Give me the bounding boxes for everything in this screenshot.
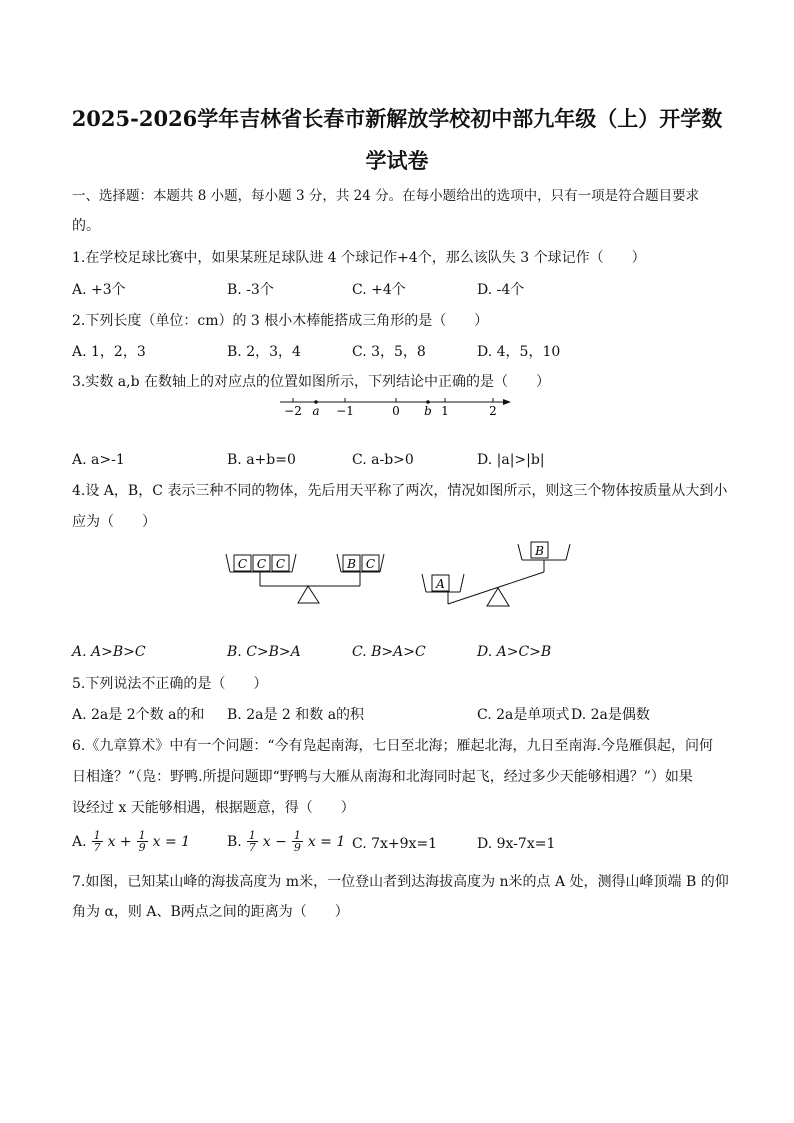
- left-pan-item-1: C: [237, 557, 248, 571]
- balance-scale-tilted: [418, 538, 578, 612]
- low-pan-item: A: [436, 577, 445, 591]
- fraction-1-9: [292, 830, 303, 853]
- q3-option-c: C. a-b>0: [352, 452, 414, 468]
- fraction-denominator: 9: [138, 841, 146, 854]
- q6-option-a: [72, 830, 190, 853]
- q2-option-b: B. 2，3，4: [227, 344, 301, 360]
- fraction-numerator: 1: [248, 829, 256, 842]
- q4-stem-line1: 4.设 A，B，C 表示三种不同的物体，先后用天平称了两次，情况如图所示，则这三个物体按质量从大到小: [72, 483, 728, 499]
- q6-option-b-end: x = 1: [307, 833, 346, 850]
- q1-stem: 1.在学校足球比赛中，如果某班足球队进 4 个球记作+4个，那么该队失 3 个球记作（ ）: [72, 250, 646, 266]
- high-pan-item: B: [535, 544, 544, 558]
- fraction-numerator: 1: [93, 829, 101, 842]
- fraction-1-7: [247, 830, 258, 853]
- q2-stem: 2.下列长度（单位：cm）的 3 根小木棒能搭成三角形的是（ ）: [72, 313, 489, 329]
- q4-option-c: C. B>A>C: [352, 644, 426, 660]
- q6-option-b-mid: x −: [262, 833, 287, 850]
- tick-label-neg1: −1: [336, 404, 354, 418]
- tick-label-2: 2: [489, 404, 497, 418]
- q6-option-a-mid: x +: [107, 833, 132, 850]
- fraction-denominator: 7: [248, 841, 256, 854]
- point-label-a: a: [312, 404, 320, 418]
- q6-option-d: D. 9x-7x=1: [477, 836, 556, 852]
- q4-stem-line2: 应为（ ）: [72, 514, 156, 530]
- right-pan-item-1: B: [347, 557, 356, 571]
- q7-stem-line1: 7.如图，已知某山峰的海拔高度为 m米，一位登山者到达海拔高度为 n米的点 A 处，测得山峰顶端 B 的仰: [72, 874, 729, 890]
- q5-option-c: C. 2a是单项式: [477, 707, 570, 723]
- fraction-1-9: [137, 830, 148, 853]
- balance-scale-level: [222, 548, 392, 608]
- q1-option-d: D. -4个: [477, 282, 525, 298]
- q4-option-b: B. C>B>A: [227, 644, 301, 660]
- exam-title-line1: 2025-2026学年吉林省长春市新解放学校初中部九年级（上）开学数: [71, 106, 723, 131]
- q5-stem: 5.下列说法不正确的是（ ）: [72, 676, 268, 692]
- q5-option-d: D. 2a是偶数: [571, 707, 650, 723]
- q2-option-d: D. 4，5，10: [477, 344, 561, 360]
- q6-option-c: C. 7x+9x=1: [352, 836, 438, 852]
- section-heading-line2: 的。: [72, 218, 100, 234]
- q3-option-d: D. |a|>|b|: [477, 452, 545, 468]
- left-pan-item-3: C: [275, 557, 286, 571]
- q5-option-a: A. 2a是 2个数 a的和: [72, 707, 205, 723]
- q1-option-c: C. +4个: [352, 282, 406, 298]
- q6-stem-line3: 设经过 x 天能够相遇，根据题意，得（ ）: [72, 800, 355, 816]
- point-label-b: b: [424, 404, 432, 418]
- number-line-figure: [275, 394, 515, 420]
- fraction-1-7: [92, 830, 103, 853]
- q6-stem-line2: 日相逢？”（凫：野鸭.所提问题即“野鸭与大雁从南海和北海同时起飞，经过多少天能够相遇？”）如果: [72, 769, 693, 785]
- q1-option-b: B. -3个: [227, 282, 274, 298]
- q2-option-a: A. 1，2，3: [72, 344, 146, 360]
- q6-option-b-prefix: B.: [227, 833, 242, 850]
- left-pan-item-2: C: [256, 557, 267, 571]
- q3-option-b: B. a+b=0: [227, 452, 296, 468]
- q3-stem: 3.实数 a,b 在数轴上的对应点的位置如图所示，下列结论中正确的是（ ）: [72, 374, 551, 390]
- tick-label-neg2: −2: [284, 404, 302, 418]
- q4-option-d: D. A>C>B: [477, 644, 552, 660]
- tick-label-1: 1: [441, 404, 449, 418]
- exam-title-line2: 学试卷: [365, 148, 429, 173]
- fraction-denominator: 9: [293, 841, 301, 854]
- section-heading-line1: 一、选择题：本题共 8 小题，每小题 3 分，共 24 分。在每小题给出的选项中，只有一项是符合题目要求: [72, 188, 700, 204]
- q7-stem-line2: 角为 α，则 A、B两点之间的距离为（ ）: [72, 904, 349, 920]
- q6-option-a-prefix: A.: [72, 833, 87, 850]
- fraction-denominator: 7: [93, 841, 101, 854]
- q2-option-c: C. 3，5，8: [352, 344, 426, 360]
- q6-option-a-end: x = 1: [152, 833, 191, 850]
- fraction-numerator: 1: [293, 829, 301, 842]
- tick-label-0: 0: [392, 404, 400, 418]
- q1-option-a: A. +3个: [72, 282, 126, 298]
- q6-stem-line1: 6.《九章算术》中有一个问题：“今有凫起南海，七日至北海；雁起北海，九日至南海.今凫雁俱起，问何: [72, 738, 713, 754]
- q3-option-a: A. a>-1: [72, 452, 125, 468]
- q4-option-a: A. A>B>C: [72, 644, 146, 660]
- q6-option-b: [227, 830, 345, 853]
- q5-option-b: B. 2a是 2 和数 a的积: [227, 707, 365, 723]
- right-pan-item-2: C: [365, 557, 376, 571]
- fraction-numerator: 1: [138, 829, 146, 842]
